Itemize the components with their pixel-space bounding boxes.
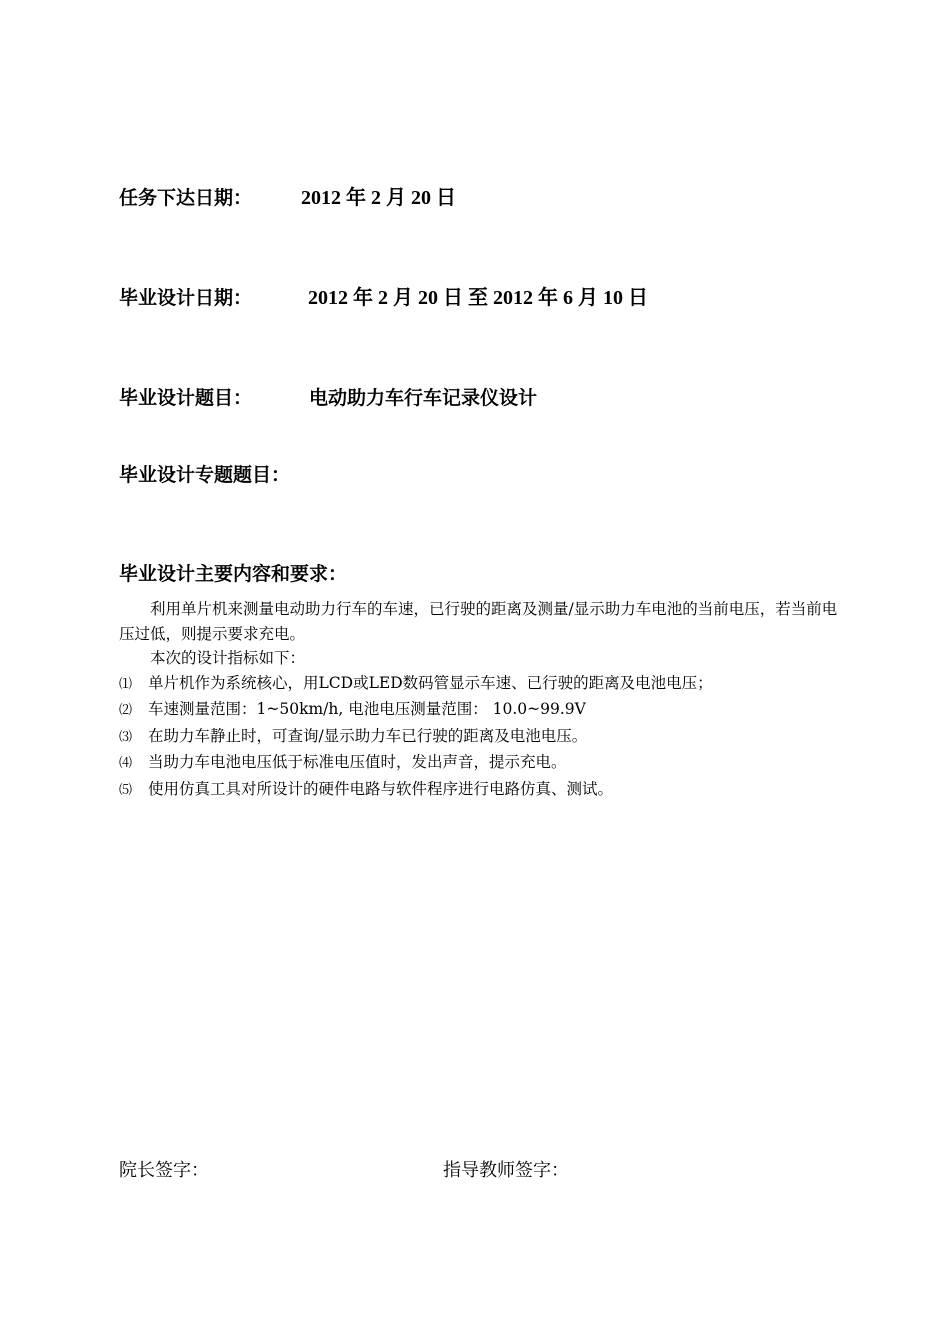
requirements-list	[119, 671, 839, 804]
main-content-body	[119, 597, 839, 803]
list-item	[119, 724, 839, 751]
list-item-number: ⑸	[119, 782, 133, 798]
design-title-label: 毕业设计题目：	[119, 387, 253, 409]
list-item-text: 使用仿真工具对所设计的硬件电路与软件程序进行电路仿真、测试。	[148, 779, 614, 798]
list-item-number: ⑴	[119, 676, 133, 692]
design-title-row	[119, 386, 538, 410]
list-item	[119, 697, 839, 724]
design-dates-value: 2012 年 2 月 20 日 至 2012 年 6 月 10 日	[308, 287, 648, 309]
dean-signature-label: 院长签字：	[119, 1160, 209, 1181]
main-content-heading-text: 毕业设计主要内容和要求：	[119, 563, 348, 585]
list-item-number: ⑷	[119, 756, 133, 771]
list-item-number: ⑵	[119, 703, 133, 718]
main-content-heading	[119, 562, 347, 586]
task-date-row	[119, 186, 456, 210]
advisor-signature-label: 指导教师签字：	[443, 1160, 569, 1181]
list-item-text: 单片机作为系统核心，用LCD或LED数码管显示车速、已行驶的距离及电池电压；	[148, 673, 713, 692]
design-title-value: 电动助力车行车记录仪设计	[309, 387, 538, 409]
task-date-value: 2012 年 2 月 20 日	[301, 187, 456, 209]
list-item	[119, 671, 839, 698]
main-content-paragraph: 利用单片机来测量电动助力行车的车速，已行驶的距离及测量/显示助力车电池的当前电压，若当前电压过低，则提示要求充电。	[119, 600, 838, 643]
list-item-number: ⑶	[119, 729, 133, 745]
design-dates-row	[119, 286, 648, 310]
main-content-intro: 本次的设计指标如下：	[150, 649, 306, 667]
list-item	[119, 750, 839, 777]
special-title-row	[119, 463, 290, 487]
list-item-text: 在助力车静止时，可查询/显示助力车已行驶的距离及电池电压。	[148, 726, 588, 745]
special-title-label: 毕业设计专题题目：	[119, 464, 291, 486]
design-dates-label: 毕业设计日期：	[119, 287, 253, 309]
task-date-label: 任务下达日期：	[119, 187, 253, 209]
list-item	[119, 777, 839, 804]
list-item-text: 当助力车电池电压低于标准电压值时，发出声音，提示充电。	[148, 753, 567, 771]
list-item-text: 车速测量范围：1~50km/h, 电池电压测量范围： 10.0~99.9V	[148, 700, 586, 718]
